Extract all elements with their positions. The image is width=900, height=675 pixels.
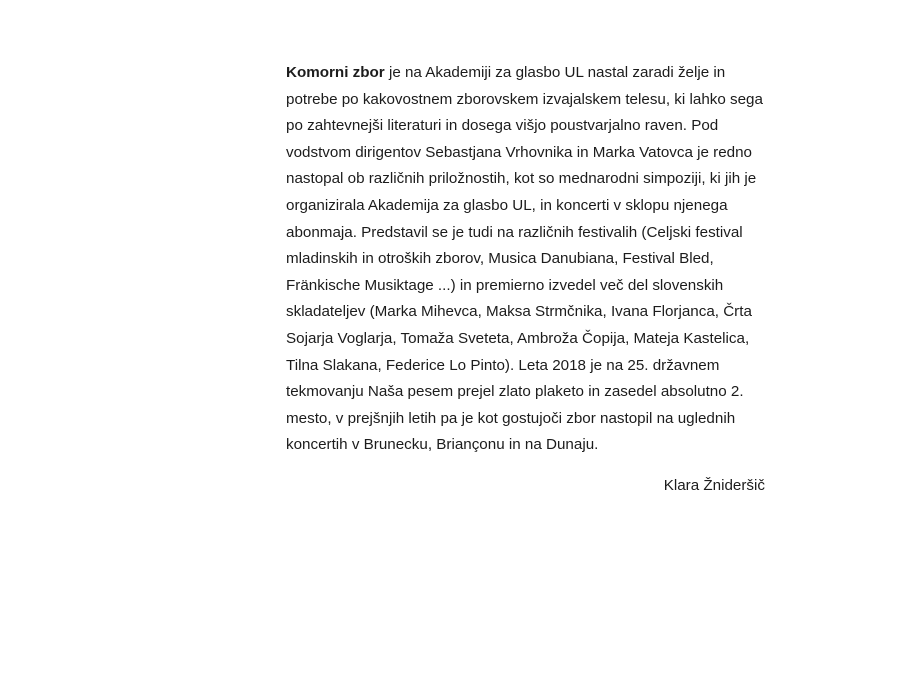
article-text-block — [286, 60, 768, 500]
article-body: je na Akademiji za glasbo UL nastal zaradi želje in potrebe po kakovostnem zborovskem izvajalskem telesu, ki lahko sega po zahtevnejši literaturi in dosega višjo poustvarjalno raven. Pod vodstvom dirigentov Sebastjana Vrhovnika in Marka Vatovca je redno nastopal ob različnih priložnostih, kot so mednarodni simpoziji, ki jih je organizirala Akademija za glasbo UL, in koncerti v sklopu njenega abonmaja. Predstavil se je tudi na različnih festivalih (Celjski festival mladinskih in otroških zborov, Musica Danubiana, Festival Bled, Fränkische Musiktage ...) in premierno izvedel več del slovenskih skladateljev (Marka Mihevca, Maksa Strmčnika, Ivana Florjanca, Črta Sojarja Voglarja, Tomaža Sveteta, Ambroža Čopija, Mateja Kastelica, Tilna Slakana, Federice Lo Pinto). Leta 2018 je na 25. državnem tekmovanju Naša pesem prejel zlato plaketo in zasedel absolutno 2. mesto, v prejšnjih letih pa je kot gostujoči zbor nastopil na uglednih koncertih v Brunecku, Briançonu in na Dunaju. — [286, 64, 763, 454]
article-paragraph — [286, 60, 768, 459]
author-signature: Klara Žnideršič — [663, 476, 765, 494]
article-lead: Komorni zbor — [286, 64, 385, 81]
